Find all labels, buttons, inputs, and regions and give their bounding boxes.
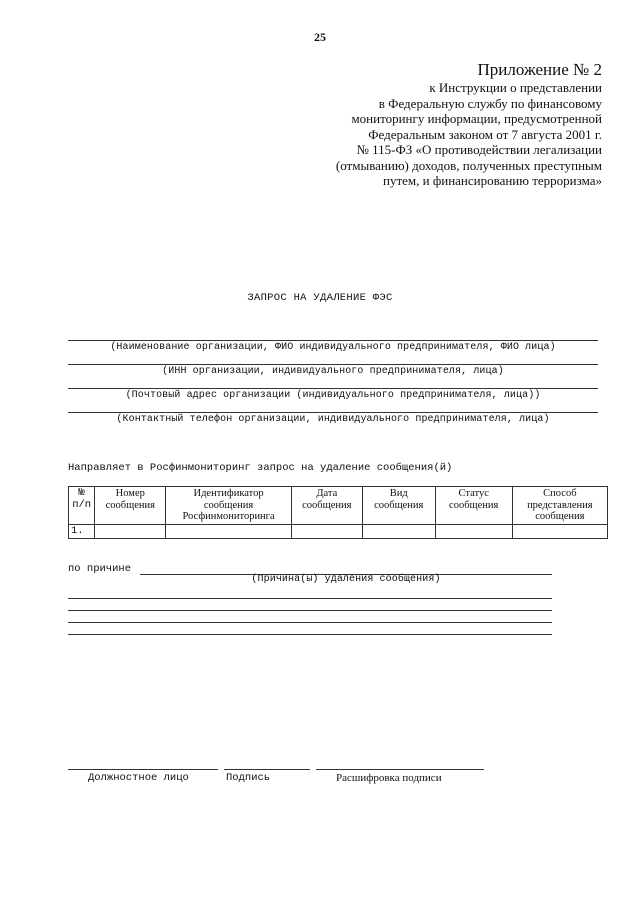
document-title: ЗАПРОС НА УДАЛЕНИЕ ФЭС [247,292,393,304]
reason-extra-line[interactable] [68,634,552,635]
signature-line[interactable] [224,769,310,770]
col-header-message-number: Номер сообщения [95,487,166,525]
decoding-label: Расшифровка подписи [336,772,442,784]
table-cell[interactable] [435,524,512,539]
postal-address-line[interactable] [68,388,598,389]
col-header-date: Дата сообщения [291,487,362,525]
table-cell[interactable] [166,524,292,539]
organization-name-caption: (Наименование организации, ФИО индивидуального предпринимателя, ФИО лица) [110,342,556,353]
appendix-lines [336,80,602,189]
intro-text: Направляет в Росфинмониторинг запрос на удаление сообщения(й) [68,462,453,474]
table-row [69,524,608,539]
table-cell[interactable] [362,524,435,539]
inn-caption: (ИНН организации, индивидуального предпринимателя, лица) [162,366,504,377]
reason-extra-line[interactable] [68,610,552,611]
col-header-method: Способ представления сообщения [512,487,607,525]
reason-extra-line[interactable] [68,598,552,599]
appendix-line: путем, и финансированию терроризма» [382,173,602,188]
contact-phone-caption: (Контактный телефон организации, индивидуального предпринимателя, лица) [116,414,550,425]
page-number: 25 [314,30,326,44]
appendix-line: Федеральным законом от 7 августа 2001 г. [368,126,602,142]
table-cell[interactable] [512,524,607,539]
table-cell: 1. [69,524,95,539]
table-cell[interactable] [291,524,362,539]
appendix-header [336,60,602,189]
col-header-identifier: Идентификатор сообщения Росфинмониторинга [166,487,292,525]
col-header-number: № п/п [69,487,95,525]
appendix-line: к Инструкции о представлении [429,80,602,95]
messages-table [68,486,608,539]
col-header-type: Вид сообщения [362,487,435,525]
table-cell[interactable] [95,524,166,539]
appendix-line: (отмыванию) доходов, полученных преступным [335,157,602,173]
contact-phone-line[interactable] [68,412,598,413]
official-signature-line[interactable] [68,769,218,770]
appendix-line: № 115-ФЗ «О противодействии легализации [356,142,602,157]
inn-line[interactable] [68,364,598,365]
appendix-line: мониторингу информации, предусмотренной [351,111,602,126]
reason-label: по причине [68,563,132,575]
col-header-status: Статус сообщения [435,487,512,525]
signature-label: Подпись [226,772,271,784]
table-header-row [69,487,608,525]
appendix-title: Приложение № 2 [477,60,602,79]
official-label: Должностное лицо [88,772,189,784]
postal-address-caption: (Почтовый адрес организации (индивидуального предпринимателя, лица)) [125,390,541,401]
decoding-signature-line[interactable] [316,769,484,770]
organization-name-line[interactable] [68,340,598,341]
reason-extra-line[interactable] [68,622,552,623]
appendix-line: в Федеральную службу по финансовому [378,95,602,111]
reason-caption: (Причина(ы) удаления сообщения) [251,574,441,585]
